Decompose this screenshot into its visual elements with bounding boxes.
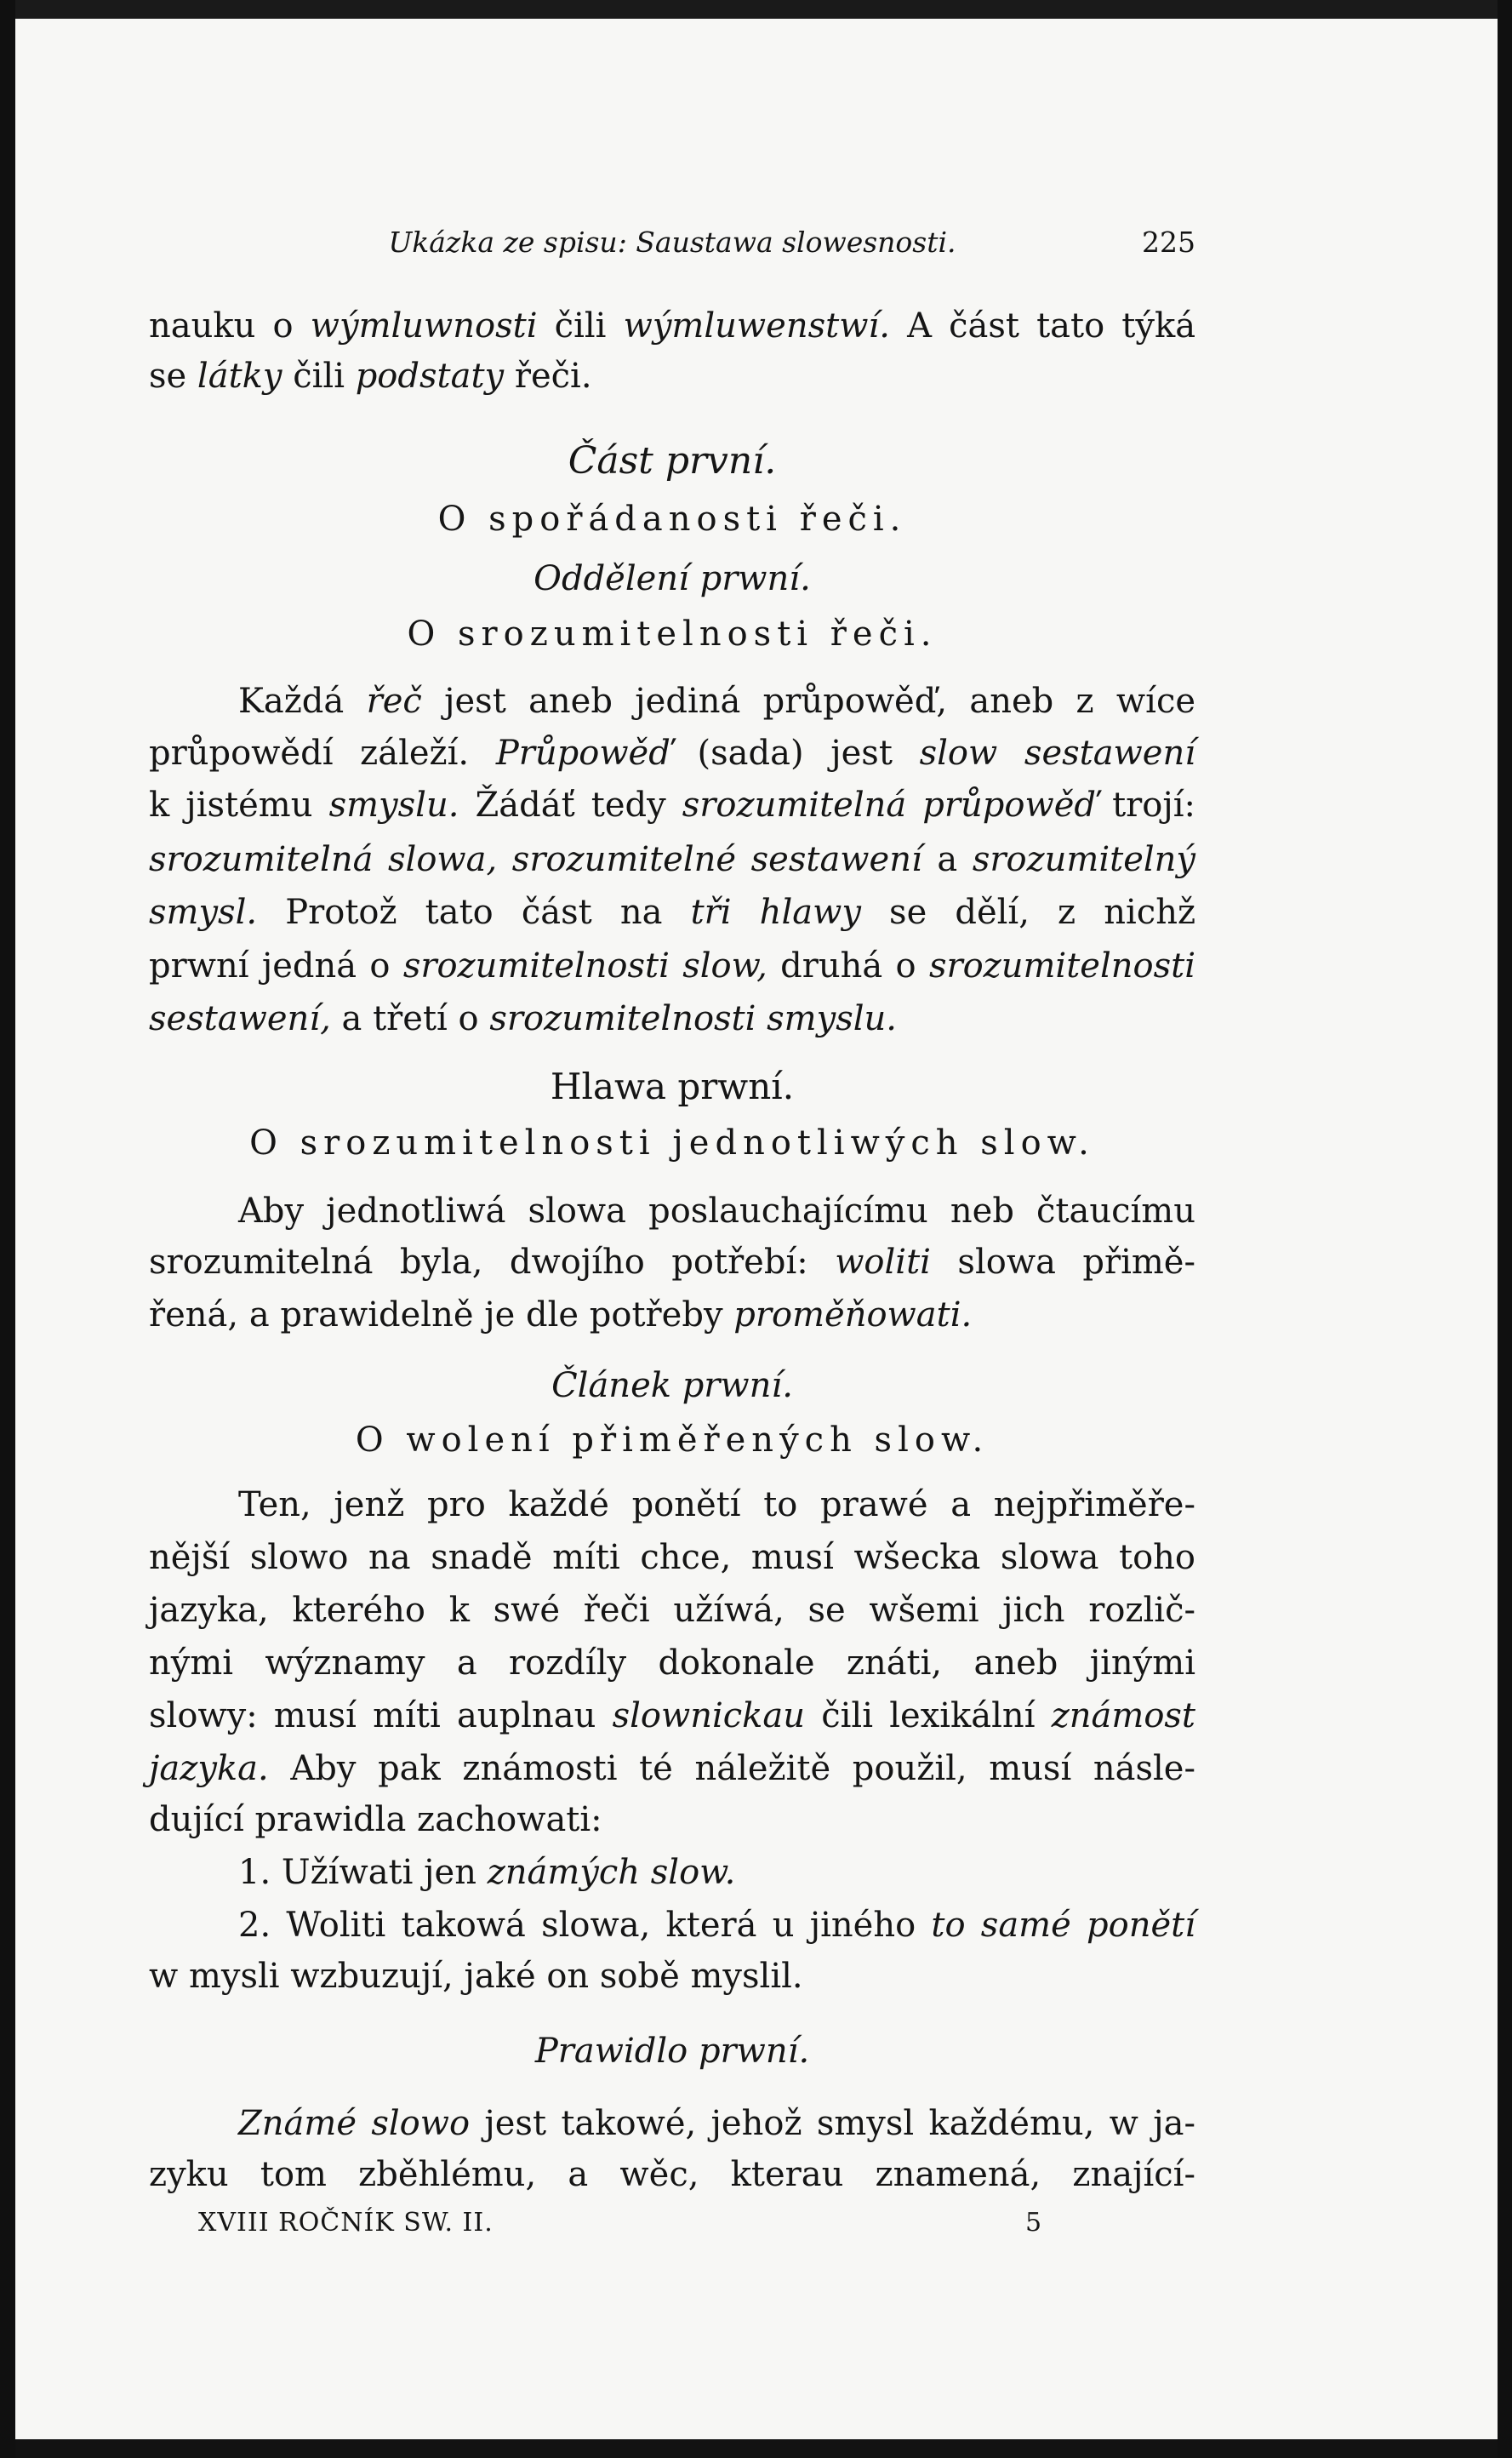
section-title: O srozumitelnosti řeči. — [407, 614, 938, 654]
sheet-footer — [198, 2199, 1134, 2247]
section-heading: Oddělení prwní. — [533, 559, 811, 598]
rule-2-line-2: w mysli wzbuzují, jaké on sobě myslil. — [149, 1957, 803, 1996]
paragraph-4-line-6: jazyka. Aby pak známosti té náležitě použil, musí násle- — [149, 1749, 1195, 1788]
article-heading: Článek prwní. — [551, 1366, 793, 1405]
paragraph-4-line-7: dující prawidla zachowati: — [149, 1800, 602, 1839]
paragraph-4-line-1: Ten, jenž pro každé ponětí to prawé a nejpřiměře- — [238, 1485, 1195, 1524]
chapter-heading: Hlawa prwní. — [550, 1066, 795, 1107]
paragraph-4-line-3: jazyka, kterého k swé řeči užíwá, se wšemi jich rozlič- — [149, 1591, 1195, 1630]
paragraph-2-line-1: Každá řeč jest aneb jediná průpowěď, aneb z wíce — [238, 682, 1196, 721]
part-heading: Část první. — [568, 439, 777, 483]
paragraph-2-line-2: průpowědí záleží. Průpowěď (sada) jest slow sestawení — [149, 734, 1196, 773]
scan-edge-top — [0, 0, 1512, 19]
paragraph-4-line-2: nější slowo na snadě míti chce, musí wšecka slowa toho — [149, 1538, 1195, 1577]
article-title: O wolení přiměřených slow. — [355, 1420, 990, 1460]
paragraph-3-line-2: srozumitelná byla, dwojího potřebí: woliti slowa přimě- — [149, 1243, 1195, 1282]
paragraph-4-line-4: nými wýznamy a rozdíly dokonale znáti, aneb jinými — [149, 1643, 1195, 1683]
rule-heading: Prawidlo prwní. — [534, 2032, 810, 2071]
paragraph-4-line-5: slowy: musí míti auplnau slownickau čili lexikální známost — [149, 1696, 1195, 1735]
chapter-title: O srozumitelnosti jednotliwých slow. — [249, 1123, 1095, 1163]
book-page — [15, 19, 1498, 2439]
paragraph-2-line-7: sestawení, a třetí o srozumitelnosti smyslu. — [149, 999, 897, 1038]
paragraph-3-line-3: řená, a prawidelně je dle potřeby proměňowati. — [149, 1295, 973, 1335]
scan-edge-right — [1498, 0, 1512, 2458]
paragraph-1-line-2: se látky čili podstaty řeči. — [149, 357, 592, 396]
running-head-title: Ukázka ze spisu: Saustawa slowesnosti. — [388, 226, 956, 259]
paragraph-2-line-3: k jistému smyslu. Žádáť tedy srozumitelná průpowěď trojí: — [149, 786, 1196, 825]
paragraph-2-line-4: srozumitelná slowa, srozumitelné sestawení a srozumitelný — [149, 840, 1196, 879]
paragraph-1-line-1: nauku o wýmluwnosti čili wýmluwenstwí. A část tato týká — [149, 306, 1196, 346]
part-title: O spořádanosti řeči. — [437, 500, 907, 539]
paragraph-3-line-1: Aby jednotliwá slowa poslauchajícímu neb čtaucímu — [238, 1192, 1195, 1231]
paragraph-5-line-2: zyku tom zběhlému, a wěc, kterau znamená, znající- — [149, 2155, 1195, 2194]
page-number: 225 — [1142, 226, 1195, 259]
rule-1: 1. Užíwati jen známých slow. — [238, 1853, 736, 1892]
paragraph-2-line-5: smysl. Protož tato část na tři hlawy se dělí, z nichž — [149, 893, 1196, 932]
paragraph-5-line-1: Známé slowo jest takowé, jehož smysl každému, w ja- — [238, 2104, 1195, 2143]
running-head — [149, 219, 1195, 266]
rule-2-line-1: 2. Woliti takowá slowa, která u jiného to samé ponětí — [238, 1906, 1195, 1945]
paragraph-2-line-6: prwní jedná o srozumitelnosti slow, druhá o srozumitelnosti — [149, 946, 1196, 986]
scan-edge-left — [0, 0, 15, 2458]
sheet-signature: XVIII ROČNÍK SW. II. — [198, 2208, 494, 2238]
scan-edge-bottom — [0, 2439, 1512, 2458]
sheet-number: 5 — [1025, 2208, 1043, 2238]
